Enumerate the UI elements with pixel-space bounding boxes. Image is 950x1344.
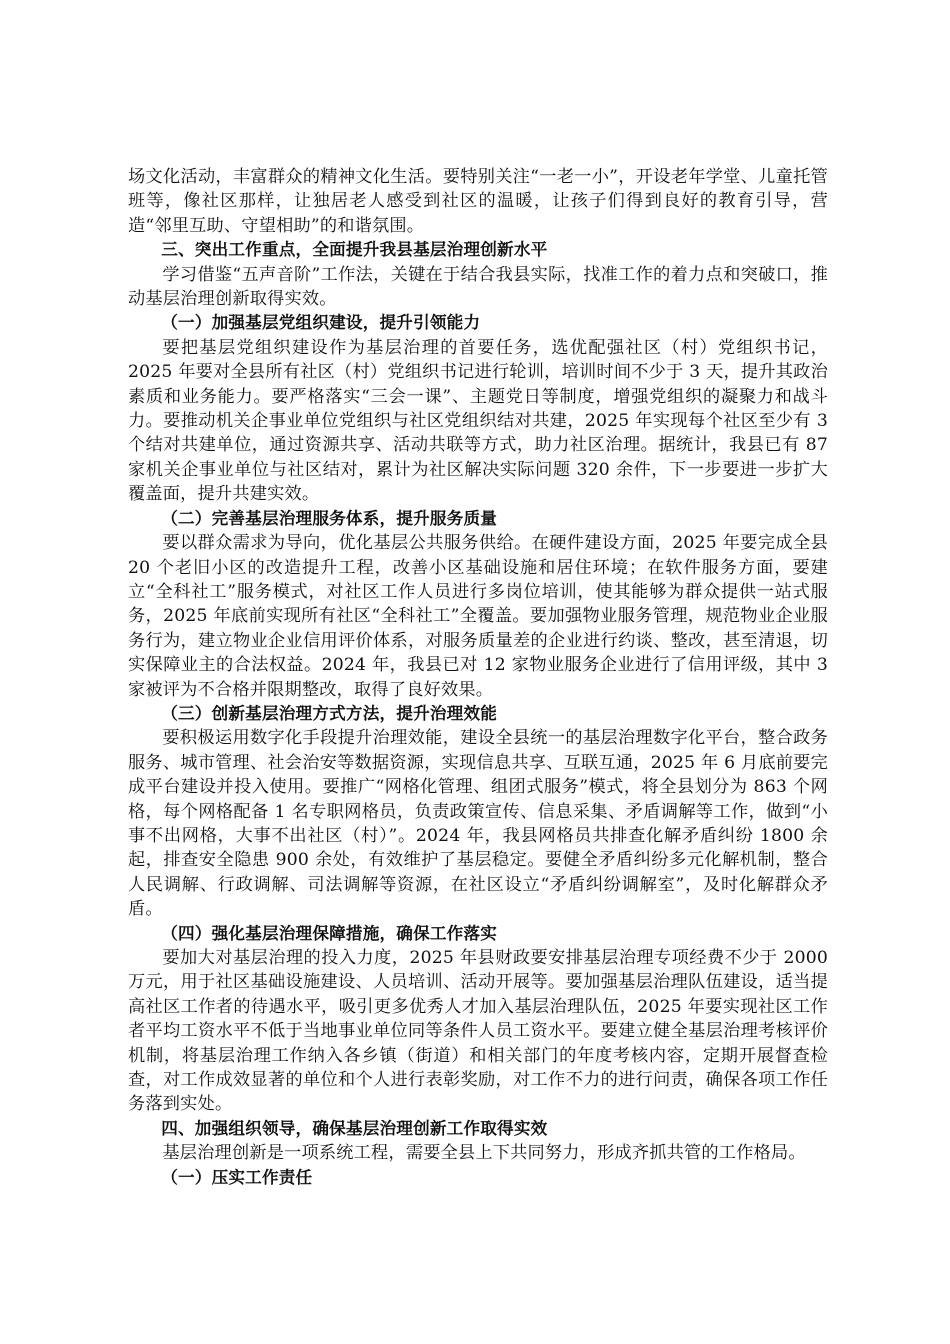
section-heading-3: 三、突出工作重点，全面提升我县基层治理创新水平: [161, 240, 548, 260]
paragraph: 要积极运用数字化手段提升治理效能，建设全县统一的基层治理数字化平台，整合政务服务、城市管理、社会治安等数据资源，实现信息共享、互联互通，2025 年 6 月底前要完成平台建设并投入使用。要推广“网格化管理、组团式服务”模式，将全县划分为 863 个网格，每个网格配备 1 名专职网格员，负责政策宣传、信息采集、矛盾调解等工作，做到“小事不出网格，大事不出社区（村）”。2024 年，我县网格员共排查化解矛盾纠纷 1800 余起，排查安全隐患 900 余处，有效维护了基层稳定。要健全矛盾纠纷多元化解机制，整合人民调解、行政调解、司法调解等资源，在社区设立“矛盾纠纷调解室”，及时化解群众矛盾。: [128, 728, 828, 920]
paragraph-continued: 场文化活动，丰富群众的精神文化生活。要特别关注“一老一小”，开设老年学堂、儿童托管班等，像社区那样，让独居老人感受到社区的温暖，让孩子们得到良好的教育引导，营造“邻里互助、守望相助”的和谐氛围。: [128, 167, 828, 236]
subsection-heading-3-2: （二）完善基层治理服务体系，提升服务质量: [161, 508, 498, 528]
paragraph: 学习借鉴“五声音阶”工作法，关键在于结合我县实际，找准工作的着力点和突破口，推动基层治理创新取得实效。: [128, 264, 828, 310]
subsection-heading-3-4: （四）强化基层治理保障措施，确保工作落实: [161, 923, 498, 943]
paragraph: 要把基层党组织建设作为基层治理的首要任务，选优配强社区（村）党组织书记，2025 年要对全县所有社区（村）党组织书记进行轮训，培训时间不少于 3 天，提升其政治素质和业务能力。要严格落实“三会一课”、主题党日等制度，增强党组织的凝聚力和战斗力。要推动机关企事业单位党组织与社区党组织结对共建，2025 年实现每个社区至少有 3 个结对共建单位，通过资源共享、活动共联等方式，助力社区治理。据统计，我县已有 87 家机关企事业单位与社区结对，累计为社区解决实际问题 320 余件，下一步要进一步扩大覆盖面，提升共建实效。: [128, 337, 828, 505]
section-heading-4: 四、加强组织领导，确保基层治理创新工作取得实效: [161, 1118, 548, 1138]
subsection-heading-4-1: （一）压实工作责任: [161, 1167, 313, 1187]
paragraph: 基层治理创新是一项系统工程，需要全县上下共同努力，形成齐抓共管的工作格局。: [162, 1143, 806, 1164]
subsection-heading-3-1: （一）加强基层党组织建设，提升引领能力: [161, 313, 481, 333]
paragraph: 要以群众需求为导向，优化基层公共服务供给。在硬件建设方面，2025 年要完成全县 20 个老旧小区的改造提升工程，改善小区基础设施和居住环境；在软件服务方面，要建立“全科社工”服务模式，对社区工作人员进行多岗位培训，使其能够为群众提供一站式服务，2025 年底前实现所有社区“全科社工”全覆盖。要加强物业服务管理，规范物业企业服务行为，建立物业企业信用评价体系，对服务质量差的企业进行约谈、整改，甚至清退，切实保障业主的合法权益。2024 年，我县已对 12 家物业服务企业进行了信用评级，其中 3 家被评为不合格并限期整改，取得了良好效果。: [128, 533, 828, 700]
paragraph: 要加大对基层治理的投入力度，2025 年县财政要安排基层治理专项经费不少于 2000 万元，用于社区基础设施建设、人员培训、活动开展等。要加强基层治理队伍建设，适当提高社区工作者的待遇水平，吸引更多优秀人才加入基层治理队伍，2025 年要实现社区工作者平均工资水平不低于当地事业单位同等条件人员工资水平。要建立健全基层治理考核评价机制，将基层治理工作纳入各乡镇（街道）和相关部门的年度考核内容，定期开展督查检查，对工作成效显著的单位和个人进行表彰奖励，对工作不力的进行问责，确保各项工作任务落到实处。: [128, 948, 828, 1115]
subsection-heading-3-3: （三）创新基层治理方式方法，提升治理效能: [161, 703, 498, 723]
document-page: [128, 165, 828, 1190]
